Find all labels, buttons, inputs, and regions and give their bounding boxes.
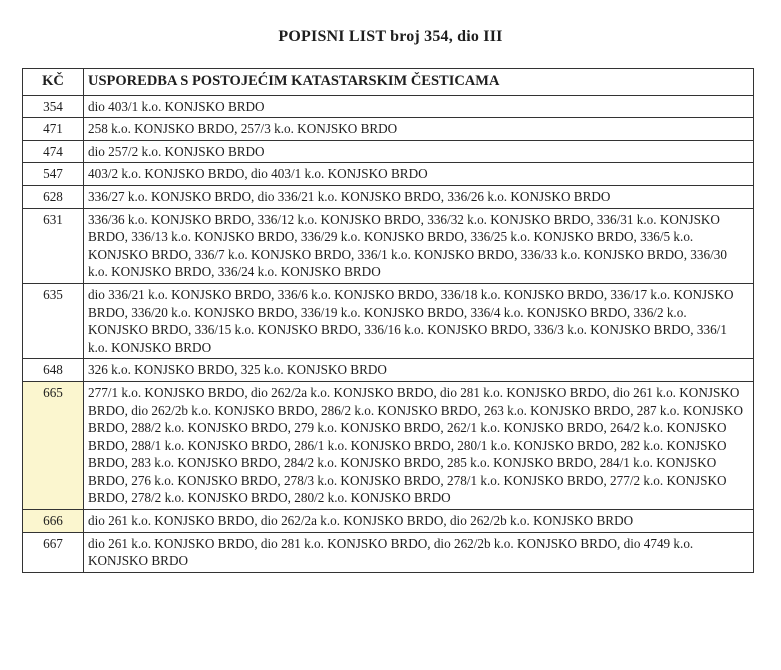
table-header-row <box>23 69 754 96</box>
row-kc: 666 <box>23 510 84 533</box>
table-row <box>23 140 754 163</box>
header-kc: KČ <box>23 69 84 96</box>
table-row <box>23 532 754 572</box>
row-text: 258 k.o. KONJSKO BRDO, 257/3 k.o. KONJSKO BRDO <box>84 118 754 141</box>
table-row <box>23 95 754 118</box>
row-kc: 665 <box>23 381 84 509</box>
table-row <box>23 118 754 141</box>
row-text: dio 336/21 k.o. KONJSKO BRDO, 336/6 k.o. KONJSKO BRDO, 336/18 k.o. KONJSKO BRDO, 336/17 k.o. KONJSKO BRDO, 336/20 k.o. KONJSKO BRDO, 336/19 k.o. KONJSKO BRDO, 336/4 k.o. KONJSKO BRDO, 336/2 k.o. KONJSKO BRDO, 336/15 k.o. KONJSKO BRDO, 336/16 k.o. KONJSKO BRDO, 336/3 k.o. KONJSKO BRDO, 336/1 k.o. KONJSKO BRDO <box>84 283 754 358</box>
row-text: 326 k.o. KONJSKO BRDO, 325 k.o. KONJSKO BRDO <box>84 359 754 382</box>
table-row <box>23 163 754 186</box>
row-kc: 631 <box>23 208 84 283</box>
row-kc: 471 <box>23 118 84 141</box>
row-text: 277/1 k.o. KONJSKO BRDO, dio 262/2a k.o. KONJSKO BRDO, dio 281 k.o. KONJSKO BRDO, dio 261 k.o. KONJSKO BRDO, dio 262/2b k.o. KONJSKO BRDO, 286/2 k.o. KONJSKO BRDO, 263 k.o. KONJSKO BRDO, 287 k.o. KONJSKO BRDO, 288/2 k.o. KONJSKO BRDO, 279 k.o. KONJSKO BRDO, 262/1 k.o. KONJSKO BRDO, 264/2 k.o. KONJSKO BRDO, 288/1 k.o. KONJSKO BRDO, 286/1 k.o. KONJSKO BRDO, 280/1 k.o. KONJSKO BRDO, 282 k.o. KONJSKO BRDO, 283 k.o. KONJSKO BRDO, 284/2 k.o. KONJSKO BRDO, 285 k.o. KONJSKO BRDO, 284/1 k.o. KONJSKO BRDO, 276 k.o. KONJSKO BRDO, 278/3 k.o. KONJSKO BRDO, 278/1 k.o. KONJSKO BRDO, 277/2 k.o. KONJSKO BRDO, 278/2 k.o. KONJSKO BRDO, 280/2 k.o. KONJSKO BRDO <box>84 381 754 509</box>
row-text: dio 257/2 k.o. KONJSKO BRDO <box>84 140 754 163</box>
row-kc: 667 <box>23 532 84 572</box>
row-kc: 474 <box>23 140 84 163</box>
table-row <box>23 510 754 533</box>
row-text: 403/2 k.o. KONJSKO BRDO, dio 403/1 k.o. KONJSKO BRDO <box>84 163 754 186</box>
row-kc: 628 <box>23 185 84 208</box>
page-title: POPISNI LIST broj 354, dio III <box>278 28 503 45</box>
row-kc: 547 <box>23 163 84 186</box>
table-row <box>23 185 754 208</box>
row-text: 336/27 k.o. KONJSKO BRDO, dio 336/21 k.o. KONJSKO BRDO, 336/26 k.o. KONJSKO BRDO <box>84 185 754 208</box>
parcel-table <box>22 68 754 573</box>
row-text: dio 261 k.o. KONJSKO BRDO, dio 262/2a k.o. KONJSKO BRDO, dio 262/2b k.o. KONJSKO BRDO <box>84 510 754 533</box>
row-text: dio 403/1 k.o. KONJSKO BRDO <box>84 95 754 118</box>
row-kc: 635 <box>23 283 84 358</box>
row-kc: 354 <box>23 95 84 118</box>
row-text: dio 261 k.o. KONJSKO BRDO, dio 281 k.o. KONJSKO BRDO, dio 262/2b k.o. KONJSKO BRDO, dio 4749 k.o. KONJSKO BRDO <box>84 532 754 572</box>
table-row <box>23 381 754 509</box>
table-row <box>23 359 754 382</box>
table-row <box>23 283 754 358</box>
header-comparison: USPOREDBA S POSTOJEĆIM KATASTARSKIM ČESTICAMA <box>84 69 754 96</box>
row-text: 336/36 k.o. KONJSKO BRDO, 336/12 k.o. KONJSKO BRDO, 336/32 k.o. KONJSKO BRDO, 336/31 k.o. KONJSKO BRDO, 336/13 k.o. KONJSKO BRDO, 336/29 k.o. KONJSKO BRDO, 336/25 k.o. KONJSKO BRDO, 336/5 k.o. KONJSKO BRDO, 336/7 k.o. KONJSKO BRDO, 336/1 k.o. KONJSKO BRDO, 336/33 k.o. KONJSKO BRDO, 336/30 k.o. KONJSKO BRDO, 336/24 k.o. KONJSKO BRDO <box>84 208 754 283</box>
row-kc: 648 <box>23 359 84 382</box>
table-row <box>23 208 754 283</box>
